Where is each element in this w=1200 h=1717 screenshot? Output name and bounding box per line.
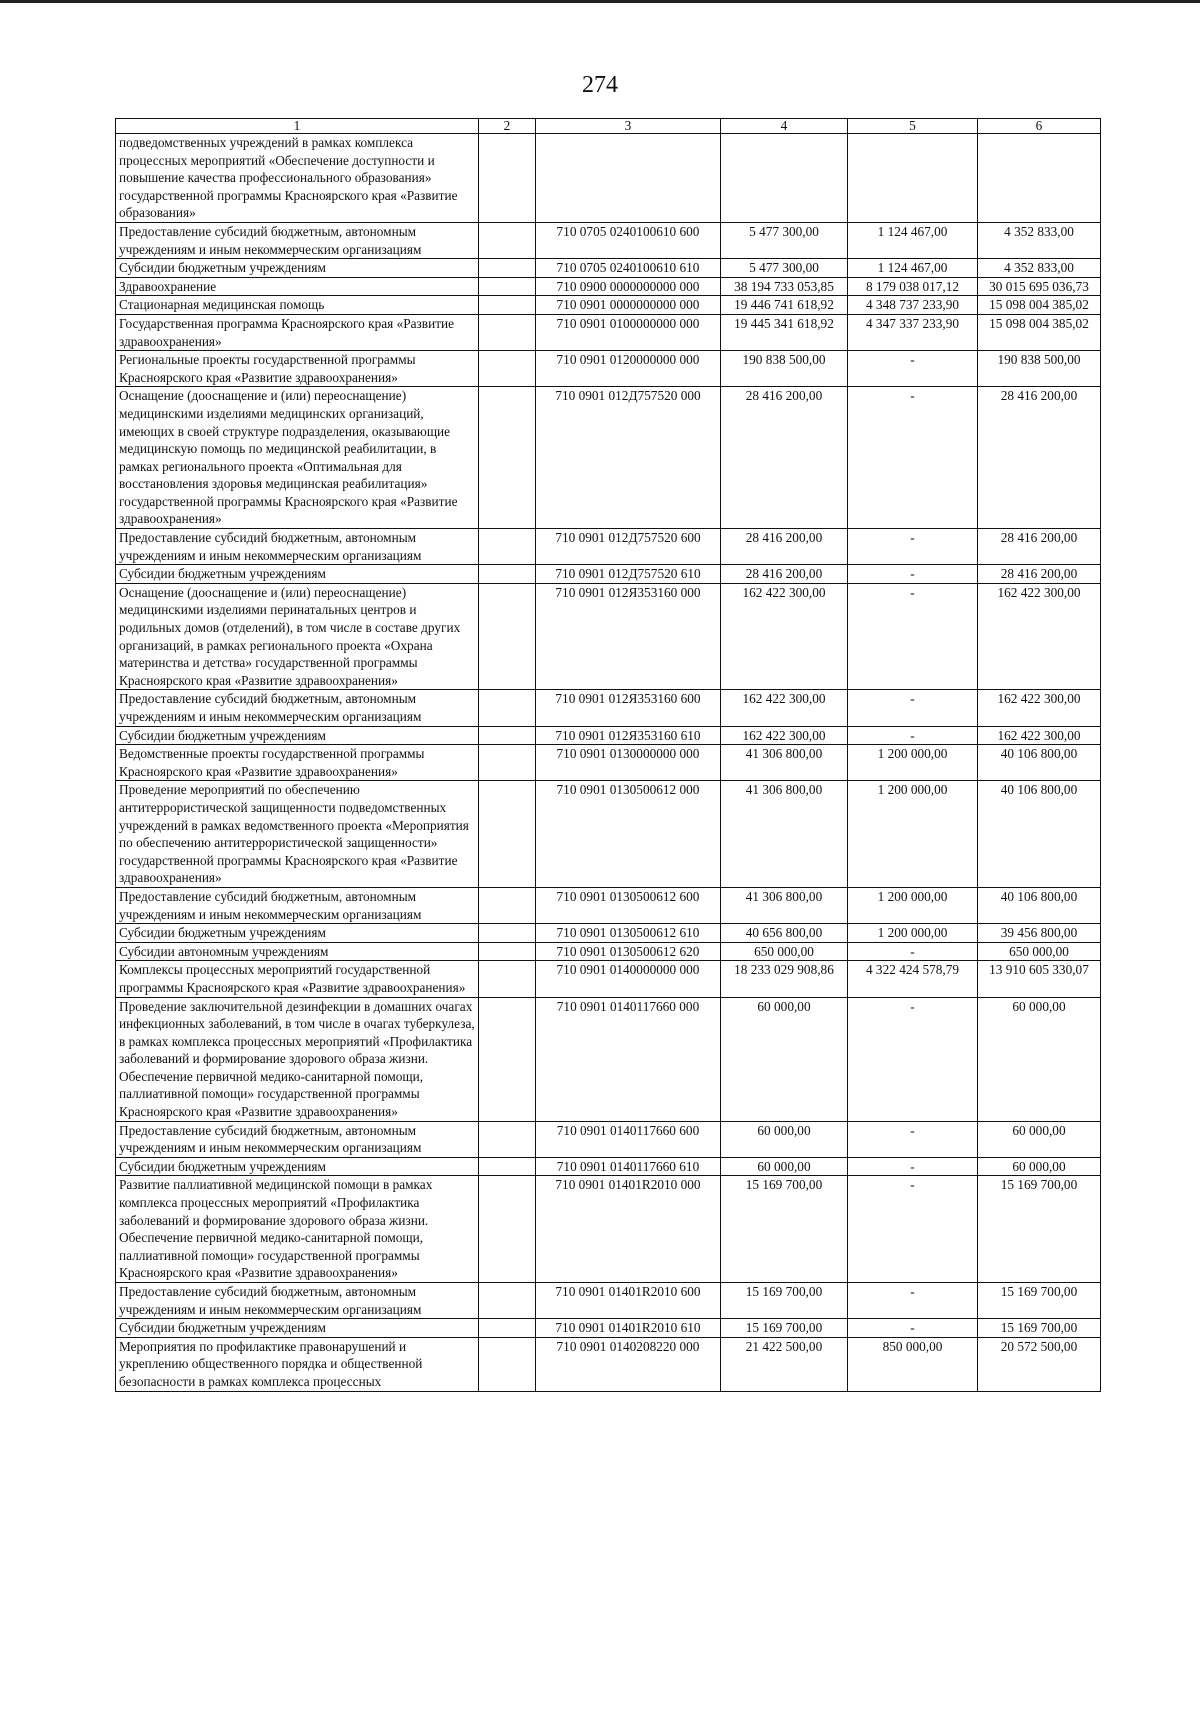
row-col2-cell: [479, 314, 536, 350]
row-amount-cell: 4 322 424 578,79: [848, 961, 978, 997]
row-amount-cell: 162 422 300,00: [978, 690, 1101, 726]
row-name-cell: Предоставление субсидий бюджетным, автономным учреждениям и иным некоммерческим организациям: [116, 222, 479, 258]
row-name-cell: Здравоохранение: [116, 277, 479, 296]
row-amount-cell: 28 416 200,00: [721, 565, 848, 584]
row-name-cell: Субсидии бюджетным учреждениям: [116, 726, 479, 745]
row-amount-cell: 162 422 300,00: [721, 583, 848, 690]
table-row: [116, 314, 1101, 350]
row-name-cell: Проведение заключительной дезинфекции в домашних очагах инфекционных заболеваний, в том числе в очагах туберкулеза, в рамках комплекса процессных мероприятий «Профилактика заболеваний и формирование здорового образа жизни. Обеспечение первичной медико-санитарной помощи, паллиативной помощи» государственной программы Красноярского края «Развитие здравоохранения»: [116, 997, 479, 1121]
table-row: [116, 1176, 1101, 1283]
row-amount-cell: 60 000,00: [978, 1121, 1101, 1157]
row-code-cell: 710 0705 0240100610 610: [536, 259, 721, 278]
table-row: [116, 887, 1101, 923]
row-col2-cell: [479, 296, 536, 315]
row-amount-cell: 28 416 200,00: [978, 387, 1101, 529]
row-col2-cell: [479, 259, 536, 278]
row-code-cell: 710 0901 012Д757520 610: [536, 565, 721, 584]
row-amount-cell: 1 200 000,00: [848, 781, 978, 888]
row-col2-cell: [479, 1337, 536, 1391]
row-amount-cell: -: [848, 387, 978, 529]
row-amount-cell: -: [848, 1157, 978, 1176]
row-amount-cell: 15 169 700,00: [978, 1319, 1101, 1338]
row-col2-cell: [479, 745, 536, 781]
row-col2-cell: [479, 942, 536, 961]
row-amount-cell: -: [848, 529, 978, 565]
row-col2-cell: [479, 997, 536, 1121]
scan-top-edge: [0, 0, 1200, 3]
row-code-cell: 710 0901 012Д757520 000: [536, 387, 721, 529]
column-header: 4: [721, 119, 848, 134]
row-amount-cell: 1 200 000,00: [848, 887, 978, 923]
column-header: 2: [479, 119, 536, 134]
table-row: [116, 583, 1101, 690]
row-amount-cell: 41 306 800,00: [721, 745, 848, 781]
row-name-cell: Предоставление субсидий бюджетным, автономным учреждениям и иным некоммерческим организациям: [116, 1121, 479, 1157]
row-amount-cell: 41 306 800,00: [721, 887, 848, 923]
row-name-cell: Государственная программа Красноярского края «Развитие здравоохранения»: [116, 314, 479, 350]
row-code-cell: 710 0900 0000000000 000: [536, 277, 721, 296]
table-row: [116, 690, 1101, 726]
row-amount-cell: 8 179 038 017,12: [848, 277, 978, 296]
row-amount-cell: 60 000,00: [721, 1121, 848, 1157]
row-col2-cell: [479, 924, 536, 943]
row-amount-cell: 13 910 605 330,07: [978, 961, 1101, 997]
row-amount-cell: 190 838 500,00: [721, 351, 848, 387]
budget-table: [115, 118, 1101, 1392]
row-code-cell: 710 0901 01401R2010 600: [536, 1283, 721, 1319]
row-name-cell: Субсидии бюджетным учреждениям: [116, 565, 479, 584]
row-amount-cell: -: [848, 1121, 978, 1157]
row-amount-cell: 28 416 200,00: [978, 529, 1101, 565]
column-header: 1: [116, 119, 479, 134]
row-name-cell: Региональные проекты государственной программы Красноярского края «Развитие здравоохранения»: [116, 351, 479, 387]
row-name-cell: Комплексы процессных мероприятий государственной программы Красноярского края «Развитие здравоохранения»: [116, 961, 479, 997]
table-header-row: [116, 119, 1101, 134]
row-amount-cell: -: [848, 942, 978, 961]
row-name-cell: Развитие паллиативной медицинской помощи в рамках комплекса процессных мероприятий «Профилактика заболеваний и формирование здорового образа жизни. Обеспечение первичной медико-санитарной помощи, паллиативной помощи» государственной программы Красноярского края «Развитие здравоохранения»: [116, 1176, 479, 1283]
row-name-cell: Субсидии бюджетным учреждениям: [116, 1319, 479, 1338]
row-amount-cell: -: [848, 1283, 978, 1319]
table-row: [116, 351, 1101, 387]
row-code-cell: 710 0901 01401R2010 610: [536, 1319, 721, 1338]
row-name-cell: Субсидии бюджетным учреждениям: [116, 259, 479, 278]
row-col2-cell: [479, 1319, 536, 1338]
row-name-cell: Ведомственные проекты государственной программы Красноярского края «Развитие здравоохранения»: [116, 745, 479, 781]
row-code-cell: 710 0901 01401R2010 000: [536, 1176, 721, 1283]
table-row: [116, 277, 1101, 296]
page-number: 274: [582, 72, 618, 98]
row-amount-cell: 190 838 500,00: [978, 351, 1101, 387]
row-col2-cell: [479, 690, 536, 726]
row-col2-cell: [479, 583, 536, 690]
row-amount-cell: [848, 134, 978, 223]
row-amount-cell: -: [848, 997, 978, 1121]
row-amount-cell: 4 348 737 233,90: [848, 296, 978, 315]
row-code-cell: 710 0901 0140117660 600: [536, 1121, 721, 1157]
table-row: [116, 296, 1101, 315]
row-code-cell: 710 0901 012Д757520 600: [536, 529, 721, 565]
row-amount-cell: 650 000,00: [721, 942, 848, 961]
row-col2-cell: [479, 961, 536, 997]
row-code-cell: 710 0901 0140208220 000: [536, 1337, 721, 1391]
row-amount-cell: [978, 134, 1101, 223]
row-code-cell: 710 0901 0120000000 000: [536, 351, 721, 387]
table-row: [116, 222, 1101, 258]
row-amount-cell: 15 098 004 385,02: [978, 314, 1101, 350]
row-col2-cell: [479, 134, 536, 223]
row-name-cell: Субсидии бюджетным учреждениям: [116, 1157, 479, 1176]
row-amount-cell: 1 200 000,00: [848, 924, 978, 943]
row-code-cell: 710 0901 012Я353160 610: [536, 726, 721, 745]
row-col2-cell: [479, 1121, 536, 1157]
table-row: [116, 1283, 1101, 1319]
row-code-cell: 710 0901 0140000000 000: [536, 961, 721, 997]
row-amount-cell: 40 106 800,00: [978, 887, 1101, 923]
row-code-cell: 710 0901 0140117660 000: [536, 997, 721, 1121]
row-amount-cell: -: [848, 583, 978, 690]
row-amount-cell: -: [848, 565, 978, 584]
row-amount-cell: 60 000,00: [721, 997, 848, 1121]
column-header: 5: [848, 119, 978, 134]
table-row: [116, 565, 1101, 584]
row-amount-cell: 5 477 300,00: [721, 259, 848, 278]
row-name-cell: Предоставление субсидий бюджетным, автономным учреждениям и иным некоммерческим организациям: [116, 690, 479, 726]
row-col2-cell: [479, 887, 536, 923]
table-row: [116, 1121, 1101, 1157]
row-amount-cell: 650 000,00: [978, 942, 1101, 961]
row-name-cell: Оснащение (дооснащение и (или) переоснащение) медицинскими изделиями медицинских организаций, имеющих в своей структуре подразделения, оказывающие медицинскую помощь по медицинской реабилитации, в рамках регионального проекта «Оптимальная для восстановления здоровья медицинская реабилитация» государственной программы Красноярского края «Развитие здравоохранения»: [116, 387, 479, 529]
row-code-cell: 710 0901 0130500612 610: [536, 924, 721, 943]
row-amount-cell: 162 422 300,00: [721, 690, 848, 726]
row-code-cell: [536, 134, 721, 223]
row-col2-cell: [479, 1176, 536, 1283]
row-amount-cell: 5 477 300,00: [721, 222, 848, 258]
table-row: [116, 942, 1101, 961]
row-col2-cell: [479, 351, 536, 387]
row-name-cell: Предоставление субсидий бюджетным, автономным учреждениям и иным некоммерческим организациям: [116, 529, 479, 565]
row-name-cell: Стационарная медицинская помощь: [116, 296, 479, 315]
row-amount-cell: 15 169 700,00: [721, 1176, 848, 1283]
row-amount-cell: 162 422 300,00: [978, 726, 1101, 745]
table-row: [116, 529, 1101, 565]
table-row: [116, 726, 1101, 745]
row-col2-cell: [479, 1283, 536, 1319]
row-amount-cell: 60 000,00: [978, 1157, 1101, 1176]
row-code-cell: 710 0901 0130500612 620: [536, 942, 721, 961]
row-name-cell: Мероприятия по профилактике правонарушений и укреплению общественного порядка и общественной безопасности в рамках комплекса процессных: [116, 1337, 479, 1391]
row-name-cell: Оснащение (дооснащение и (или) переоснащение) медицинскими изделиями перинатальных центров и родильных домов (отделений), в том числе в составе других организаций, в рамках регионального проекта «Охрана материнства и детства» государственной программы Красноярского края «Развитие здравоохранения»: [116, 583, 479, 690]
row-amount-cell: 39 456 800,00: [978, 924, 1101, 943]
row-amount-cell: 19 446 741 618,92: [721, 296, 848, 315]
row-amount-cell: 162 422 300,00: [721, 726, 848, 745]
row-amount-cell: 30 015 695 036,73: [978, 277, 1101, 296]
row-code-cell: 710 0705 0240100610 600: [536, 222, 721, 258]
column-header: 3: [536, 119, 721, 134]
row-amount-cell: -: [848, 690, 978, 726]
row-col2-cell: [479, 387, 536, 529]
row-amount-cell: -: [848, 1319, 978, 1338]
row-code-cell: 710 0901 0000000000 000: [536, 296, 721, 315]
row-amount-cell: 4 347 337 233,90: [848, 314, 978, 350]
table-row: [116, 781, 1101, 888]
row-col2-cell: [479, 529, 536, 565]
table-row: [116, 961, 1101, 997]
row-amount-cell: 60 000,00: [721, 1157, 848, 1176]
row-name-cell: подведомственных учреждений в рамках комплекса процессных мероприятий «Обеспечение доступности и повышение качества профессионального образования» государственной программы Красноярского края «Развитие образования»: [116, 134, 479, 223]
row-amount-cell: 41 306 800,00: [721, 781, 848, 888]
row-amount-cell: -: [848, 351, 978, 387]
row-amount-cell: 15 169 700,00: [721, 1283, 848, 1319]
row-amount-cell: 20 572 500,00: [978, 1337, 1101, 1391]
table-row: [116, 259, 1101, 278]
row-col2-cell: [479, 1157, 536, 1176]
row-amount-cell: 15 169 700,00: [978, 1283, 1101, 1319]
row-amount-cell: 40 656 800,00: [721, 924, 848, 943]
row-name-cell: Предоставление субсидий бюджетным, автономным учреждениям и иным некоммерческим организациям: [116, 1283, 479, 1319]
row-amount-cell: 28 416 200,00: [721, 529, 848, 565]
row-amount-cell: 850 000,00: [848, 1337, 978, 1391]
column-header: 6: [978, 119, 1101, 134]
row-name-cell: Проведение мероприятий по обеспечению антитеррористической защищенности подведомственных учреждений в рамках ведомственного проекта «Мероприятия по обеспечению антитеррористической защищенности» государственной программы Красноярского края «Развитие здравоохранения»: [116, 781, 479, 888]
row-name-cell: Субсидии автономным учреждениям: [116, 942, 479, 961]
row-col2-cell: [479, 277, 536, 296]
row-code-cell: 710 0901 0100000000 000: [536, 314, 721, 350]
row-amount-cell: 60 000,00: [978, 997, 1101, 1121]
row-amount-cell: 1 124 467,00: [848, 259, 978, 278]
table-row: [116, 1337, 1101, 1391]
row-code-cell: 710 0901 0130000000 000: [536, 745, 721, 781]
table-row: [116, 1319, 1101, 1338]
row-name-cell: Предоставление субсидий бюджетным, автономным учреждениям и иным некоммерческим организациям: [116, 887, 479, 923]
row-col2-cell: [479, 565, 536, 584]
row-col2-cell: [479, 222, 536, 258]
row-amount-cell: 19 445 341 618,92: [721, 314, 848, 350]
row-code-cell: 710 0901 012Я353160 600: [536, 690, 721, 726]
table-row: [116, 924, 1101, 943]
table-row: [116, 134, 1101, 223]
row-amount-cell: [721, 134, 848, 223]
row-amount-cell: 28 416 200,00: [978, 565, 1101, 584]
table-row: [116, 387, 1101, 529]
row-code-cell: 710 0901 012Я353160 000: [536, 583, 721, 690]
row-amount-cell: 15 169 700,00: [978, 1176, 1101, 1283]
row-amount-cell: 4 352 833,00: [978, 222, 1101, 258]
row-amount-cell: 18 233 029 908,86: [721, 961, 848, 997]
row-amount-cell: 40 106 800,00: [978, 745, 1101, 781]
table-row: [116, 1157, 1101, 1176]
row-code-cell: 710 0901 0130500612 600: [536, 887, 721, 923]
row-name-cell: Субсидии бюджетным учреждениям: [116, 924, 479, 943]
row-amount-cell: 4 352 833,00: [978, 259, 1101, 278]
row-code-cell: 710 0901 0130500612 000: [536, 781, 721, 888]
table-row: [116, 997, 1101, 1121]
row-amount-cell: 21 422 500,00: [721, 1337, 848, 1391]
row-amount-cell: -: [848, 726, 978, 745]
row-amount-cell: -: [848, 1176, 978, 1283]
row-amount-cell: 162 422 300,00: [978, 583, 1101, 690]
row-amount-cell: 38 194 733 053,85: [721, 277, 848, 296]
table-row: [116, 745, 1101, 781]
row-amount-cell: 40 106 800,00: [978, 781, 1101, 888]
row-col2-cell: [479, 781, 536, 888]
row-amount-cell: 1 200 000,00: [848, 745, 978, 781]
row-col2-cell: [479, 726, 536, 745]
row-amount-cell: 15 098 004 385,02: [978, 296, 1101, 315]
row-code-cell: 710 0901 0140117660 610: [536, 1157, 721, 1176]
row-amount-cell: 1 124 467,00: [848, 222, 978, 258]
row-amount-cell: 15 169 700,00: [721, 1319, 848, 1338]
row-amount-cell: 28 416 200,00: [721, 387, 848, 529]
